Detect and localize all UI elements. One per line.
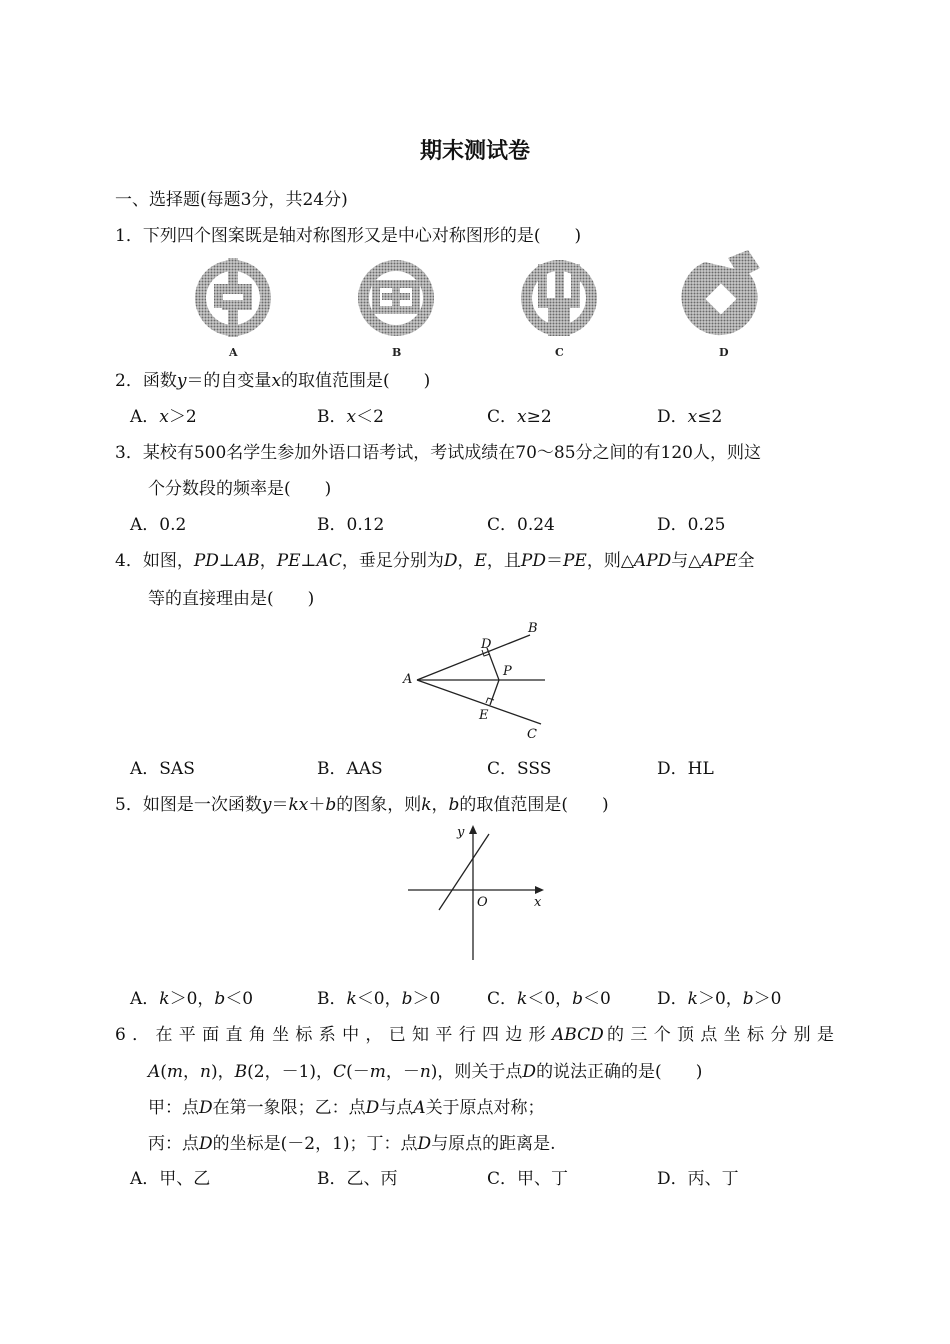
q6-l4-segment: 丙：点 xyxy=(148,1134,199,1154)
q6-l2-segment: n xyxy=(419,1062,431,1082)
q6-l3-segment: D xyxy=(365,1098,380,1118)
page-title: 期末测试卷 xyxy=(419,139,530,164)
question-4-option-d[interactable]: D．HL xyxy=(657,759,714,779)
question-3-option-b[interactable]: B．0.12 xyxy=(317,515,385,535)
question-5-option-c[interactable]: C．k＜0，b＜0 xyxy=(487,989,611,1009)
q6-l2-segment: ( xyxy=(160,1062,167,1082)
question-2-option-b[interactable]: B．x＜2 xyxy=(317,407,384,427)
figure-d-label: D xyxy=(719,346,729,359)
question-6-option-a[interactable]: A．甲、乙 xyxy=(130,1169,211,1189)
question-2-option-a[interactable]: A．x＞2 xyxy=(130,407,197,427)
q6-l2-segment: m xyxy=(166,1062,184,1082)
q6-l2-segment: (2，－1)， xyxy=(247,1062,334,1082)
q6-l3-segment: 关于原点对称； xyxy=(425,1098,545,1118)
point-d-label: D xyxy=(481,637,492,652)
q6-l3-segment: 甲：点 xyxy=(148,1098,199,1118)
figure-b-logo xyxy=(358,260,434,336)
question-6-option-b[interactable]: B．乙、丙 xyxy=(317,1169,398,1189)
question-2-option-c[interactable]: C．x≥2 xyxy=(487,407,552,427)
q6-l2-segment: C xyxy=(333,1062,347,1082)
question-6-line-1: 6．在平面直角坐标系中，已知平行四边形ABCD的三个顶点坐标分别是 xyxy=(115,1025,837,1045)
figure-d-logo xyxy=(681,250,760,335)
figure-c-label: C xyxy=(555,346,564,359)
question-4-option-a[interactable]: A．SAS xyxy=(130,759,195,779)
question-6-line-3 xyxy=(148,1096,545,1120)
question-6-option-c[interactable]: C．甲、丁 xyxy=(487,1169,569,1189)
question-6-line-4 xyxy=(148,1132,556,1156)
q6-l2-segment: n xyxy=(200,1062,211,1082)
question-4-option-c[interactable]: C．SSS xyxy=(487,759,552,779)
q6-l2-segment: (－ xyxy=(346,1062,370,1082)
q6-l4-segment: 的坐标是(－2，1)；丁：点 xyxy=(212,1134,418,1154)
question-5-option-d[interactable]: D．k＞0，b＞0 xyxy=(657,989,782,1009)
q6-l3-segment: 在第一象限；乙：点 xyxy=(212,1098,366,1118)
question-5-option-b[interactable]: B．k＜0，b＞0 xyxy=(317,989,441,1009)
question-5-option-a[interactable]: A．k＞0，b＜0 xyxy=(130,989,254,1009)
question-4-line-1: 4．如图，PD⊥AB，PE⊥AC，垂足分别为D，E，且PD＝PE，则△APD与△APE全 xyxy=(115,551,755,571)
question-4-line-2: 等的直接理由是( ) xyxy=(148,589,315,609)
question-3-line-1: 3．某校有500名学生参加外语口语考试，考试成绩在70～85分之间的有120人，则这 xyxy=(115,443,761,463)
q1-figures xyxy=(0,250,950,365)
question-3-option-a[interactable]: A．0.2 xyxy=(130,515,187,535)
point-b-label: B xyxy=(528,621,538,636)
q6-l4-segment: D xyxy=(417,1134,432,1154)
question-2-option-d[interactable]: D．x≤2 xyxy=(657,407,723,427)
point-p-label: P xyxy=(503,664,512,679)
q6-l2-segment: ， xyxy=(183,1062,201,1082)
figure-a-label: A xyxy=(229,346,238,359)
x-axis-label: x xyxy=(534,895,542,910)
figure-b-label: B xyxy=(392,346,402,359)
section-heading: 一、选择题(每题3分，共24分) xyxy=(115,190,348,210)
q5-line-graph xyxy=(400,822,550,964)
question-2-stem: 2．函数y＝的自变量x的取值范围是( ) xyxy=(115,371,431,391)
question-4-option-b[interactable]: B．AAS xyxy=(317,759,383,779)
point-a-label: A xyxy=(403,672,413,687)
q6-l2-segment: B xyxy=(234,1062,248,1082)
point-e-label: E xyxy=(479,708,489,723)
q6-l4-segment: D xyxy=(199,1134,213,1154)
figure-a-logo xyxy=(195,258,271,337)
question-3-line-2: 个分数段的频率是( ) xyxy=(148,479,332,499)
q6-l4-segment: 与原点的距离是. xyxy=(431,1134,556,1154)
figure-c-logo xyxy=(521,260,597,336)
question-5-stem: 5．如图是一次函数y＝kx＋b的图象，则k，b的取值范围是( ) xyxy=(115,795,609,815)
q6-l2-segment: D xyxy=(522,1062,537,1082)
question-6-line-2 xyxy=(148,1060,702,1084)
q6-l2-segment: ，－ xyxy=(385,1062,420,1082)
q6-l3-segment: A xyxy=(413,1098,426,1118)
point-c-label: C xyxy=(527,727,537,742)
question-1-stem: 1．下列四个图案既是轴对称图形又是中心对称图形的是( ) xyxy=(115,226,582,246)
question-6-option-d[interactable]: D．丙、丁 xyxy=(657,1169,739,1189)
q6-l3-segment: D xyxy=(199,1098,213,1118)
q6-l2-segment: A xyxy=(148,1062,161,1082)
y-axis-label: y xyxy=(457,825,465,840)
question-3-option-c[interactable]: C．0.24 xyxy=(487,515,555,535)
q4-geometry-figure xyxy=(395,618,565,748)
q6-l2-segment: m xyxy=(369,1062,386,1082)
q6-l2-segment: )，则关于点 xyxy=(430,1062,523,1082)
q6-l2-segment: )， xyxy=(211,1062,235,1082)
q6-l2-segment: 的说法正确的是( ) xyxy=(536,1062,703,1082)
q6-l3-segment: 与点 xyxy=(379,1098,414,1118)
origin-label: O xyxy=(477,895,488,910)
question-3-option-d[interactable]: D．0.25 xyxy=(657,515,726,535)
